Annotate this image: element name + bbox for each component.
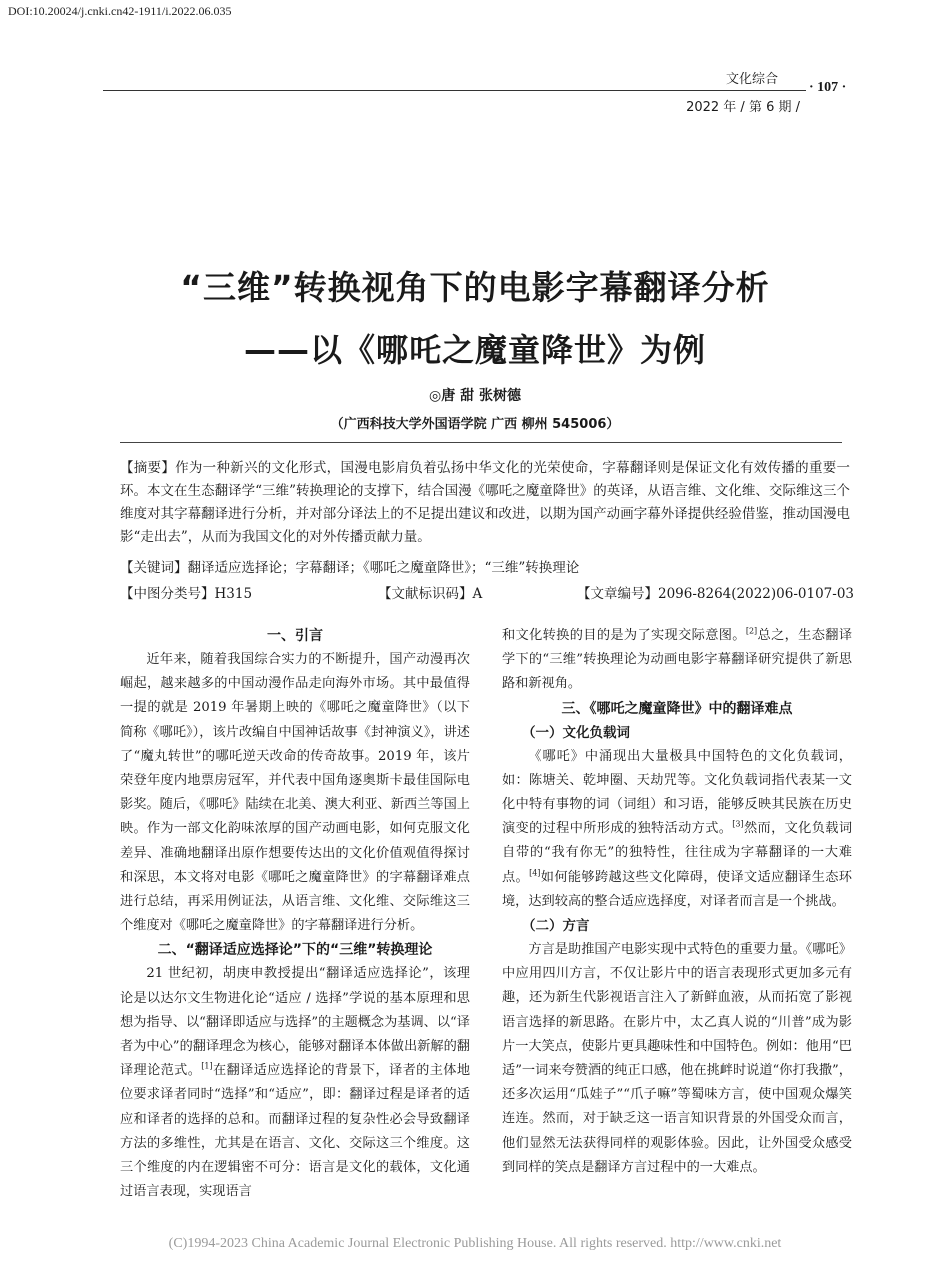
paragraph-theory-part2: 在翻译适应选择论的背景下，译者的主体地位要求译者同时“选择”和“适应”，即：翻译过程是译者的适应和译者的选择的总和。而翻译过程的复杂性必会导致翻译方法的多维性，尤其是在语言、文化、交际这三个维度。这三个维度的内在逻辑密不可分：语言是文化的载体，文化通过语言表现，实现语言 [120,1063,471,1200]
section-heading-difficulties: 三、《哪吒之魔童降世》中的翻译难点 [561,700,793,717]
copyright-footer: (C)1994-2023 China Academic Journal Electronic Publishing House. All rights reserved. http://www.cnki.net [168,1236,782,1251]
paragraph-continued-part2: 总之，生态翻译学下的“三维”转换理论为动画电影字幕翻译研究提供了新思路和新视角。 [502,628,853,692]
abstract [120,457,850,549]
abstract-text: 【摘要】作为一种新兴的文化形式，国漫电影肩负着弘扬中华文化的光荣使命，字幕翻译则是保证文化有效传播的重要一环。本文在生态翻译学“三维”转换理论的支撑下，结合国漫《哪吒之魔童降世》的英译，从语言维、文化维、交际维这三个维度对其字幕翻译进行分析，并对部分译法上的不足提出建议和改进，以期为国产动画字幕外译提供经验借鉴，推动国漫电影“走出去”，从而为我国文化的对外传播贡献力量。 [120,460,850,545]
paper-title: “三维”转换视角下的电影字幕翻译分析 [180,268,770,307]
paragraph-continued [502,624,852,697]
paragraph-cl-part2: 然而，文化负载词自带的“我有你无”的独特性，往往成为字幕翻译的一大难点。 [502,821,853,885]
affiliation: （广西科技大学外国语学院 广西 柳州 545006） [330,417,620,432]
left-column [120,624,470,1204]
section-heading-theory: 二、“翻译适应选择论”下的“三维”转换理论 [157,942,433,959]
paper-subtitle: ——以《哪吒之魔童降世》为例 [243,331,706,369]
keywords: 【关键词】翻译适应选择论；字幕翻译；《哪吒之魔童降世》；“三维”转换理论 [120,560,580,576]
paragraph-theory [120,962,470,1204]
paragraph-cl-part3: 如何能够跨越这些文化障碍，使译文适应翻译生态环境，达到较高的整合适应选择度，对译者而言是一个挑战。 [502,869,852,909]
article-number: 【文章编号】2096-8264(2022)06-0107-03 [577,586,855,602]
citation-2: [2] [745,626,758,636]
citation-3: [3] [732,819,744,829]
subheading-culture-loaded-words: （一）文化负载词 [522,724,630,741]
abstract-divider [120,442,842,443]
doi-line: DOI:10.20024/j.cnki.cn42-1911/i.2022.06.035 [8,4,232,18]
journal-issue: 2022 年 / 第 6 期 / [686,100,800,115]
citation-1: [1] [201,1061,213,1071]
paragraph-continued-part1: 和文化转换的目的是为了实现交际意图。 [502,628,746,643]
authors: ◎唐 甜 张树德 [429,388,521,404]
paragraph-theory-part1: 21 世纪初，胡庚申教授提出“翻译适应选择论”，该理论是以达尔文生物进化论“适应 / 选择”学说的基本原理和思想为指导、以“翻译即适应与选择”的主题概念为基调、以“译者为中心”的翻译理念为核心，能够对翻译本体做出新解的翻译理论范式。 [120,966,470,1079]
paragraph-intro: 近年来，随着我国综合实力的不断提升，国产动漫再次崛起，越来越多的中国动漫作品走向海外市场。其中最值得一提的就是 2019 年暑期上映的《哪吒之魔童降世》（以下简称《哪吒》），该片改编自中国神话故事《封神演义》，讲述了“魔丸转世”的哪吒逆天改命的传奇故事。2019 年，该片荣登年度内地票房冠军，并代表中国角逐奥斯卡最佳国际电影奖。随后，《哪吒》陆续在北美、澳大利亚、新西兰等国上映。作为一部文化韵味浓厚的国产动画电影，如何克服文化差异、准确地翻译出原作想要传达出的文化价值观值得探讨和深思，本文将对电影《哪吒之魔童降世》的字幕翻译难点进行总结，再采用例证法，从语言维、文化维、交际维这三个维度对《哪吒之魔童降世》的字幕翻译进行分析。 [120,652,470,934]
clc-number: 【中图分类号】H315 [120,586,253,602]
subheading-dialect: （二）方言 [522,918,590,935]
header-rule [103,90,806,91]
right-column [502,624,852,1180]
paragraph-culture-loaded-words [502,745,852,914]
citation-4: [4] [529,868,541,878]
section-heading-intro: 一、引言 [267,628,323,644]
journal-section-label: 文化综合 [725,72,778,87]
page-number: · 107 · [809,80,847,95]
paragraph-cl-part1: 《哪吒》中涌现出大量极具中国特色的文化负载词，如：陈塘关、乾坤圈、天劫咒等。文化负载词指代表某一文化中特有事物的词（词组）和习语，能够反映其民族在历史演变的过程中所形成的独特活动方式。 [502,748,852,837]
document-code: 【文献标识码】A [378,586,483,602]
paragraph-dialect: 方言是助推国产电影实现中式特色的重要力量。《哪吒》中应用四川方言，不仅让影片中的语言表现形式更加多元有趣，还为新生代影视语言注入了新鲜血液，从而拓宽了影视语言选择的新思路。在影片中，太乙真人说的“川普”成为影片一大笑点，使影片更具趣味性和中国特色。例如：他用“巴适”一词来夸赞酒的纯正口感，他在挑衅时说道“你打我撒”，还多次运用“瓜娃子”“爪子嘛”等蜀味方言，使中国观众爆笑连连。然而，对于缺乏这一语言知识背景的外国受众而言，他们显然无法获得同样的观影体验。因此，让外国受众感受到同样的笑点是翻译方言过程中的一大难点。 [502,942,852,1175]
